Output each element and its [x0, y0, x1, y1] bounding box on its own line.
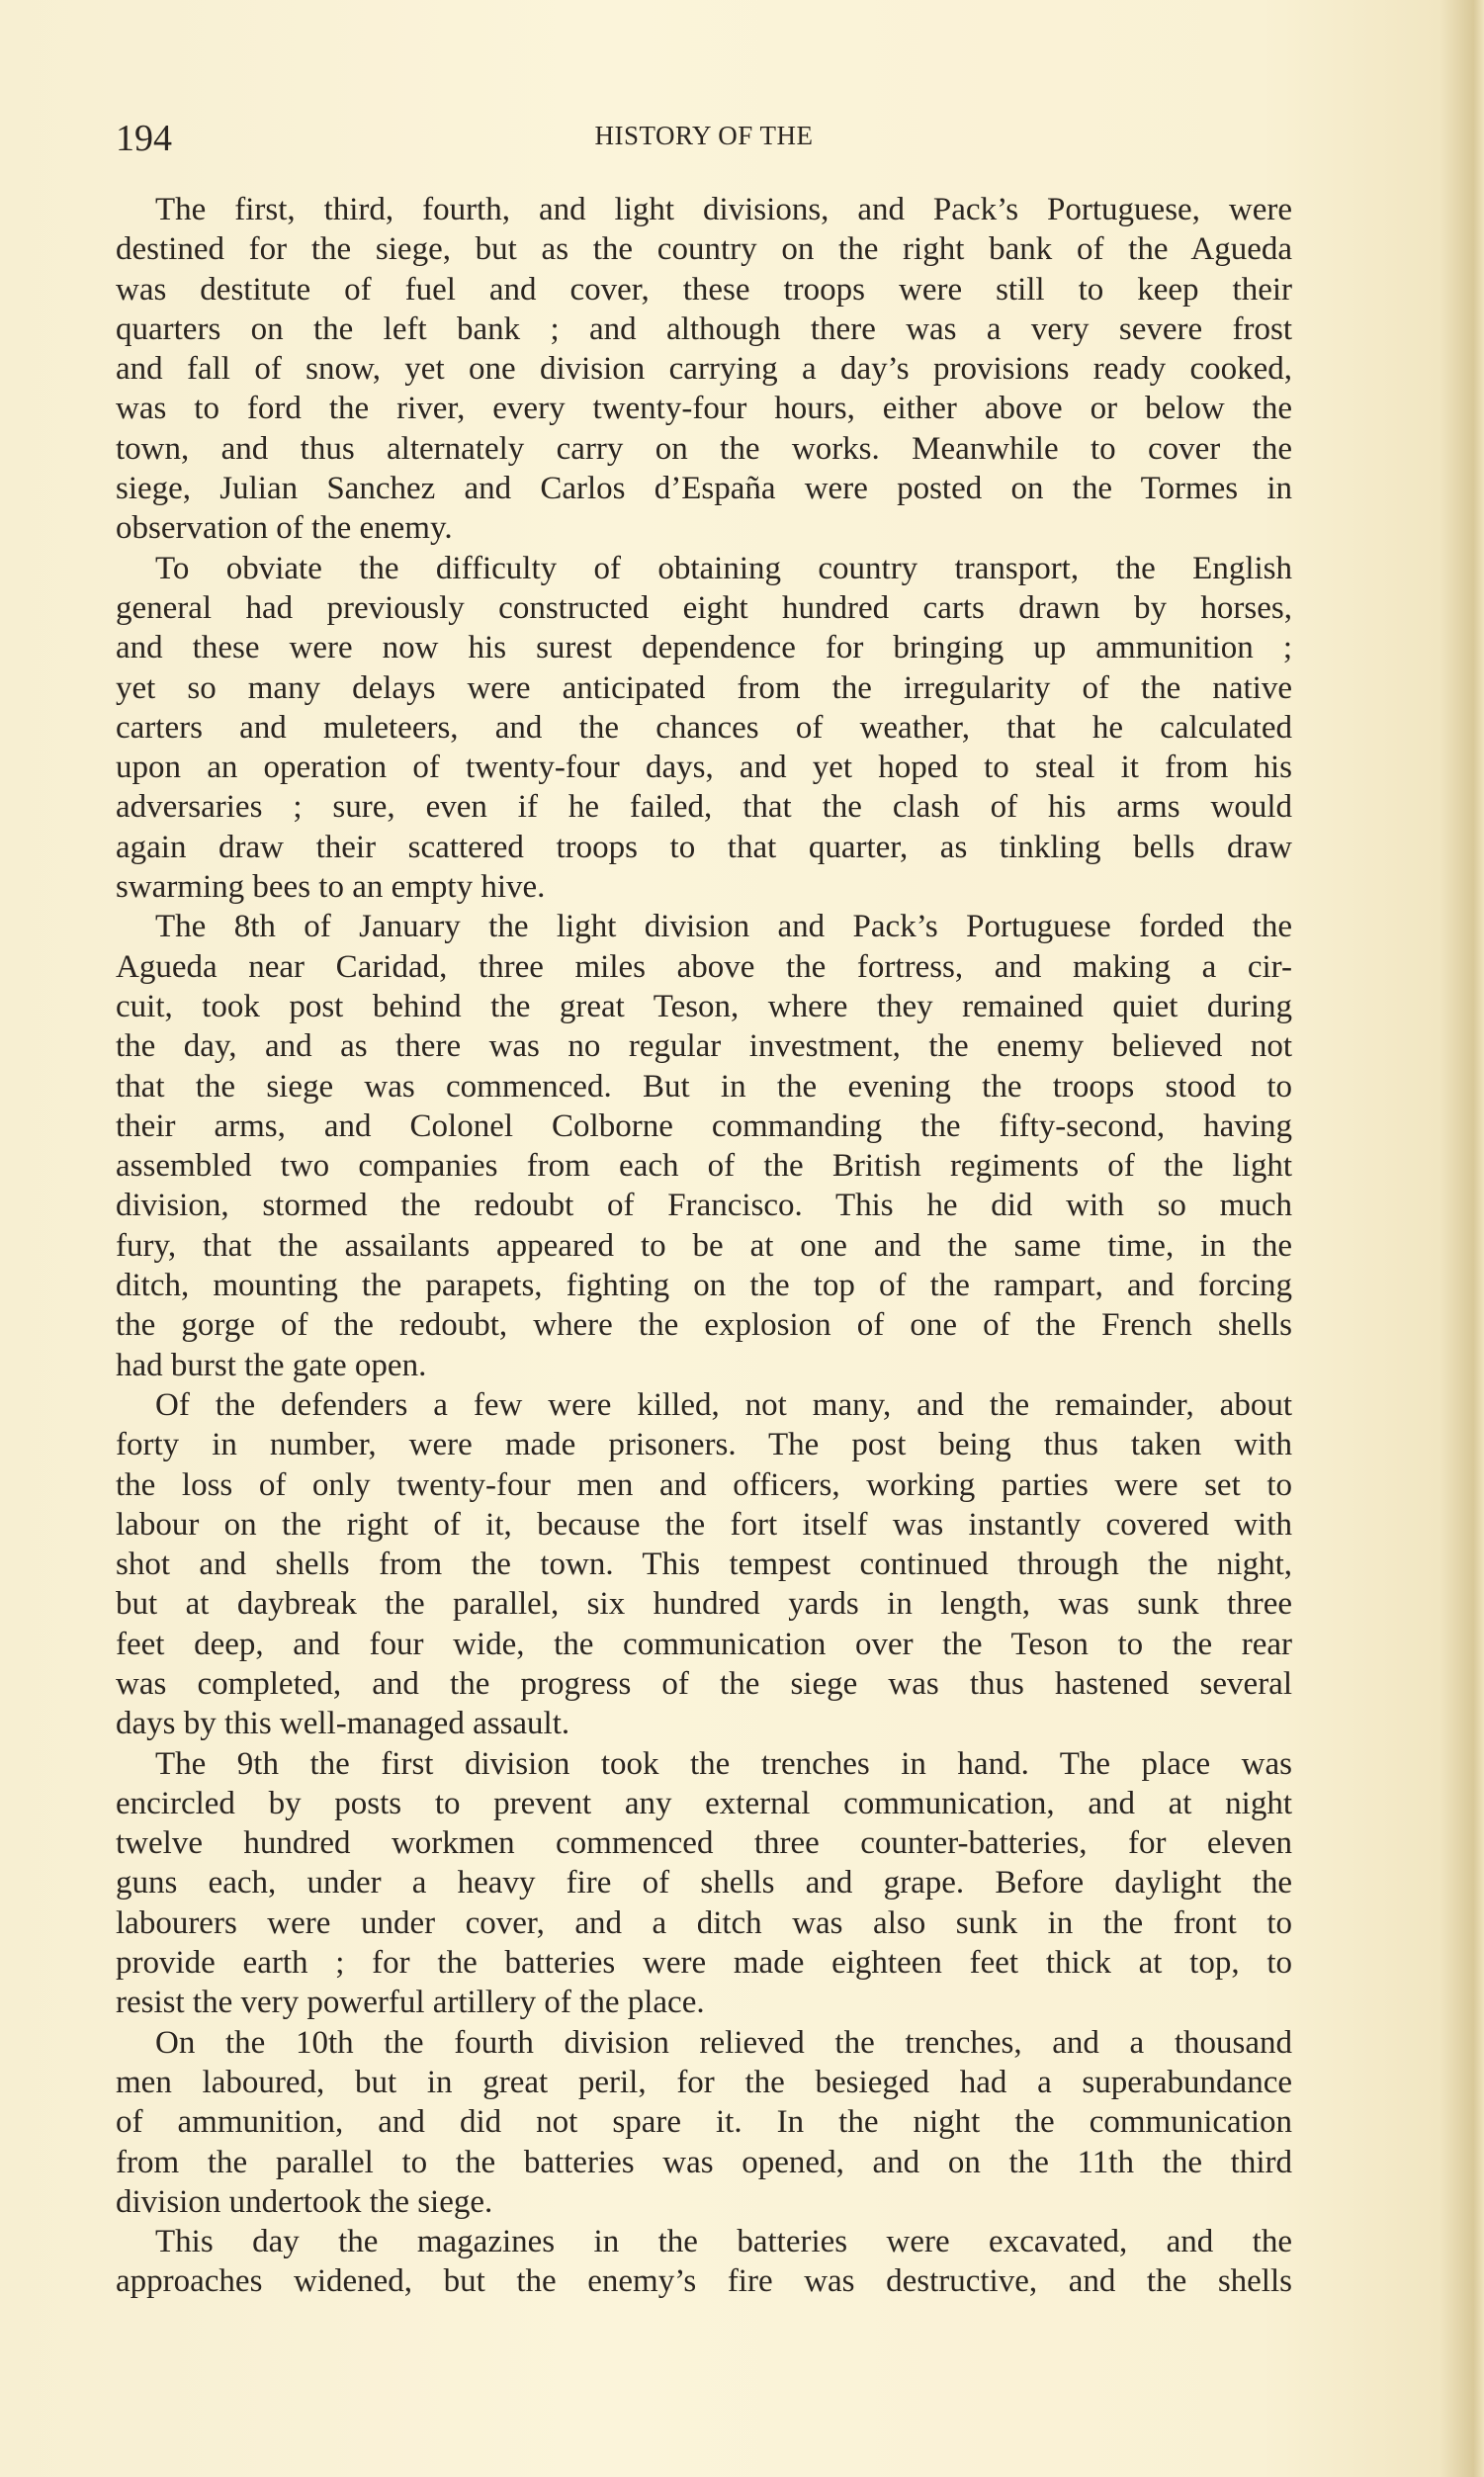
- running-title: HISTORY OF THE: [594, 121, 814, 150]
- text-line: adversaries ; sure, even if he failed, that the clash of his arms would: [116, 789, 1292, 826]
- text-line: was destitute of fuel and cover, these troops were still to keep their: [116, 271, 1292, 308]
- text-line: encircled by posts to prevent any external communication, and at night: [116, 1785, 1292, 1821]
- page-header: [116, 117, 1292, 160]
- text-line: yet so many delays were anticipated from the irregularity of the native: [116, 669, 1292, 706]
- text-line: provide earth ; for the batteries were made eighteen feet thick at top, to: [116, 1945, 1292, 1982]
- text-line: fury, that the assailants appeared to be at one and the same time, in the: [116, 1227, 1292, 1264]
- text-line: forty in number, were made prisoners. The post being thus taken with: [116, 1427, 1292, 1463]
- text-line: the gorge of the redoubt, where the explosion of one of the French shells: [116, 1307, 1292, 1344]
- text-line: feet deep, and four wide, the communication over the Teson to the rear: [116, 1626, 1292, 1662]
- text-line: The 8th of January the light division and Pack’s Portuguese forded the: [155, 909, 1292, 945]
- text-line: had burst the gate open.: [116, 1347, 427, 1383]
- text-line: The first, third, fourth, and light divisions, and Pack’s Portuguese, were: [155, 192, 1292, 227]
- text-line: again draw their scattered troops to that quarter, as tinkling bells draw: [116, 829, 1292, 865]
- text-line: ditch, mounting the parapets, fighting on the top of the rampart, and forcing: [116, 1268, 1292, 1304]
- text-line: The 9th the first division took the trenches in hand. The place was: [155, 1745, 1292, 1782]
- text-line: of ammunition, and did not spare it. In the night the communication: [116, 2104, 1292, 2141]
- text-line: general had previously constructed eight hundred carts drawn by horses,: [116, 589, 1292, 626]
- text-line: cuit, took post behind the great Teson, where they remained quiet during: [116, 988, 1292, 1024]
- text-line: quarters on the left bank ; and although there was a very severe frost: [116, 310, 1292, 347]
- page-body-text: [116, 190, 1292, 2302]
- text-line: but at daybreak the parallel, six hundred yards in length, was sunk three: [116, 1586, 1292, 1623]
- text-line: men laboured, but in great peril, for the besieged had a superabundance: [116, 2064, 1292, 2100]
- text-line: assembled two companies from each of the British regiments of the light: [116, 1148, 1292, 1185]
- text-line: upon an operation of twenty-four days, and yet hoped to steal it from his: [116, 750, 1292, 786]
- text-line: the day, and as there was no regular investment, the enemy believed not: [116, 1028, 1292, 1065]
- text-line: division undertook the siege.: [116, 2183, 493, 2220]
- text-line: To obviate the difficulty of obtaining country transport, the English: [155, 550, 1292, 586]
- text-line: and fall of snow, yet one division carrying a day’s provisions ready cooked,: [116, 351, 1292, 388]
- text-line: resist the very powerful artillery of the place.: [116, 1985, 705, 2021]
- text-line: carters and muleteers, and the chances of weather, that he calculated: [116, 709, 1292, 746]
- text-line: was completed, and the progress of the siege was thus hastened several: [116, 1665, 1292, 1702]
- text-line: shot and shells from the town. This tempest continued through the night,: [116, 1547, 1292, 1583]
- page-number: 194: [116, 118, 172, 159]
- text-line: Agueda near Caridad, three miles above the fortress, and making a cir-: [116, 948, 1292, 985]
- text-line: On the 10th the fourth division relieved the trenches, and a thousand: [155, 2024, 1292, 2061]
- text-line: twelve hundred workmen commenced three counter-batteries, for eleven: [116, 1825, 1292, 1862]
- text-line: that the siege was commenced. But in the evening the troops stood to: [116, 1068, 1292, 1105]
- text-line: swarming bees to an empty hive.: [116, 869, 546, 906]
- text-line: approaches widened, but the enemy’s fire was destructive, and the shells: [116, 2263, 1292, 2300]
- text-line: town, and thus alternately carry on the works. Meanwhile to cover the: [116, 430, 1292, 467]
- text-line: destined for the siege, but as the country on the right bank of the Agueda: [116, 231, 1292, 268]
- text-line: was to ford the river, every twenty-four hours, either above or below the: [116, 391, 1292, 427]
- text-line: division, stormed the redoubt of Francisco. This he did with so much: [116, 1188, 1292, 1224]
- text-line: This day the magazines in the batteries were excavated, and the: [155, 2224, 1292, 2260]
- text-line: their arms, and Colonel Colborne commanding the fifty-second, having: [116, 1107, 1292, 1144]
- text-line: from the parallel to the batteries was opened, and on the 11th the third: [116, 2144, 1292, 2180]
- text-line: guns each, under a heavy fire of shells and grape. Before daylight the: [116, 1865, 1292, 1902]
- text-line: siege, Julian Sanchez and Carlos d’España were posted on the Tormes in: [116, 471, 1292, 507]
- text-line: days by this well-managed assault.: [116, 1706, 570, 1742]
- text-line: labour on the right of it, because the fort itself was instantly covered with: [116, 1506, 1292, 1543]
- text-line: labourers were under cover, and a ditch was also sunk in the front to: [116, 1904, 1292, 1941]
- text-line: Of the defenders a few were killed, not many, and the remainder, about: [155, 1386, 1292, 1423]
- text-line: the loss of only twenty-four men and officers, working parties were set to: [116, 1466, 1292, 1503]
- text-line: observation of the enemy.: [116, 510, 453, 547]
- text-line: and these were now his surest dependence for bringing up ammunition ;: [116, 630, 1292, 666]
